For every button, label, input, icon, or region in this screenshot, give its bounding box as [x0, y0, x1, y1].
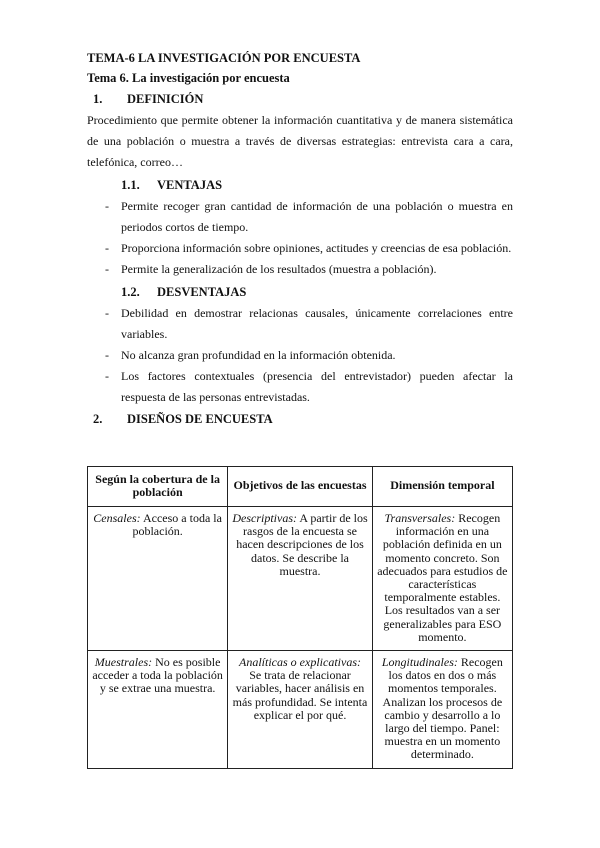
table-cell	[228, 651, 373, 769]
list-item-text: Debilidad en demostrar relacionas causales, únicamente correlaciones entre variables.	[121, 306, 513, 341]
cell-term: Longitudinales:	[381, 655, 458, 670]
dash-bullet: -	[105, 241, 109, 255]
list-item	[87, 259, 513, 280]
cell-text: A partir de los rasgos de la encuesta se hacen descripciones de los datos. Se describe la muestra.	[236, 511, 368, 578]
list-item-text: Permite recoger gran cantidad de información de una población o muestra en periodos cortos de tiempo.	[121, 199, 513, 234]
cell-text: Recogen información en una población definida en un momento concreto. Son adecuados para estudios de características temporalmente estables. Los resultados van a ser generalizables para ESO momento.	[377, 511, 508, 644]
list-item	[87, 303, 513, 345]
dash-bullet: -	[105, 199, 109, 213]
cell-text: Acceso a toda la población.	[132, 511, 222, 539]
section-2-heading	[87, 408, 513, 430]
table-cell	[228, 507, 373, 651]
section-1-title: DEFINICIÓN	[127, 92, 204, 106]
advantages-list	[87, 196, 513, 280]
cell-text: No es posible acceder a toda la población y se extrae una muestra.	[92, 655, 223, 696]
dash-bullet: -	[105, 348, 109, 362]
list-item-text: No alcanza gran profundidad en la información obtenida.	[121, 348, 396, 362]
list-item-text: Proporciona información sobre opiniones, actitudes y creencias de esa población.	[121, 241, 512, 255]
table-cell	[372, 651, 512, 769]
section-2-number: 2.	[93, 412, 103, 426]
list-item	[87, 345, 513, 366]
cell-term: Censales:	[93, 511, 141, 525]
table-row	[88, 507, 513, 651]
document-title: TEMA-6 LA INVESTIGACIÓN POR ENCUESTA	[87, 51, 361, 65]
cell-text: Se trata de relacionar variables, hacer análisis en más profundidad. Se intenta explicar el por qué.	[232, 668, 368, 722]
subsection-1-2-heading	[87, 281, 513, 303]
document-body	[87, 48, 513, 430]
subsection-1-2-title: DESVENTAJAS	[157, 285, 247, 299]
column-header: Según la cobertura de la población	[88, 467, 228, 507]
document-subtitle: Tema 6. La investigación por encuesta	[87, 71, 290, 85]
subsection-1-1-heading	[87, 174, 513, 196]
list-item	[87, 366, 513, 408]
list-item-text: Los factores contextuales (presencia del entrevistador) pueden afectar la respuesta de las personas entrevistadas.	[121, 369, 513, 404]
dash-bullet: -	[105, 369, 109, 383]
definition-paragraph: Procedimiento que permite obtener la información cuantitativa y de manera sistemática de una población o muestra a través de diversas estrategias: entrevista cara a cara, telefónica, correo…	[87, 113, 513, 169]
section-2-title: DISEÑOS DE ENCUESTA	[127, 412, 273, 426]
section-1-number: 1.	[93, 92, 103, 106]
section-1-heading	[87, 88, 513, 110]
table-cell	[88, 507, 228, 651]
dash-bullet: -	[105, 262, 109, 276]
cell-term: Muestrales:	[94, 655, 153, 670]
dash-bullet: -	[105, 306, 109, 320]
subsection-1-2-number: 1.2.	[121, 285, 140, 299]
list-item	[87, 196, 513, 238]
cell-text: Recogen los datos en dos o más momentos temporales. Analizan los procesos de cambio y desarrollo a lo largo del tiempo. Panel: muestra en un momento determinado.	[382, 655, 503, 762]
table-cell	[372, 507, 512, 651]
survey-designs-table	[87, 466, 513, 769]
list-item-text: Permite la generalización de los resultados (muestra a población).	[121, 262, 437, 276]
subsection-1-1-number: 1.1.	[121, 178, 140, 192]
column-header: Dimensión temporal	[372, 467, 512, 507]
cell-term: Analíticas o explicativas:	[239, 655, 361, 670]
column-header: Objetivos de las encuestas	[228, 467, 373, 507]
list-item	[87, 238, 513, 259]
disadvantages-list	[87, 303, 513, 408]
table-header-row	[88, 467, 513, 507]
table-cell	[88, 651, 228, 769]
cell-term: Transversales:	[384, 511, 456, 525]
table-row	[88, 651, 513, 769]
cell-term: Descriptivas:	[232, 511, 297, 525]
subsection-1-1-title: VENTAJAS	[157, 178, 223, 192]
